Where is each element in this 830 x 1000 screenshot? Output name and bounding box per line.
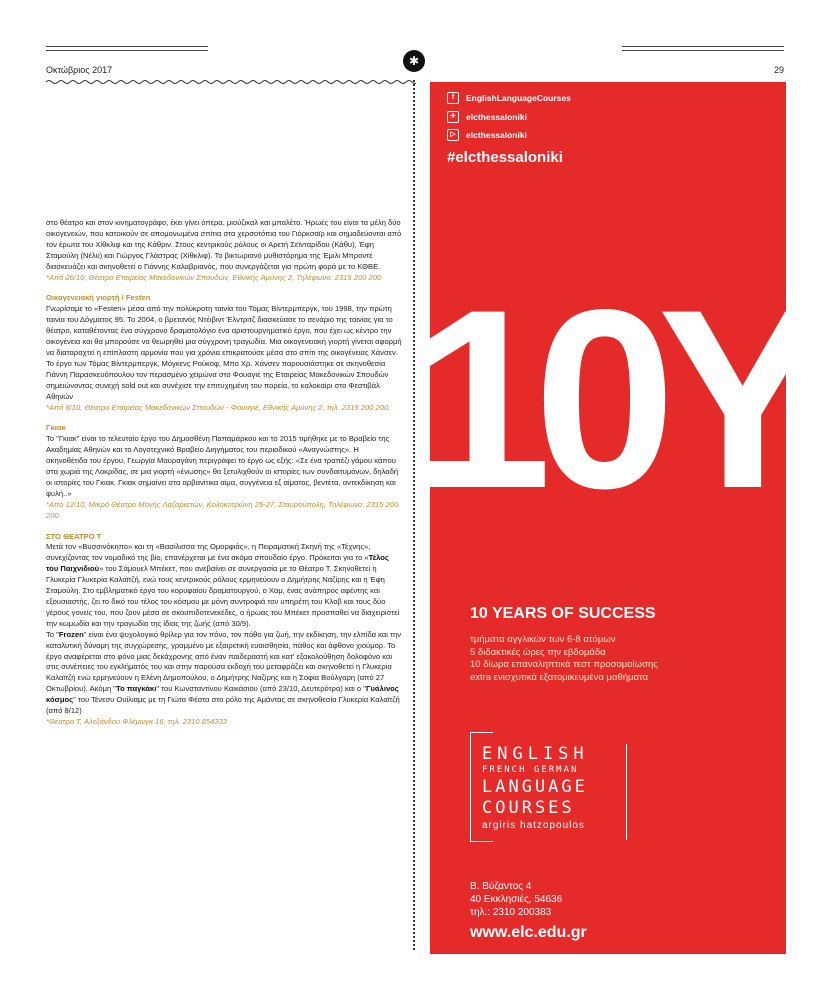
social-label: EnglishLanguageCourses bbox=[466, 93, 571, 103]
header-rule-right-top bbox=[622, 46, 784, 47]
youtube-icon: ▷ bbox=[447, 129, 459, 141]
issue-date: Οκτώβριος 2017 bbox=[46, 65, 113, 75]
social-youtube[interactable] bbox=[447, 129, 527, 141]
logo-line: ENGLISH bbox=[482, 744, 589, 764]
hashtag: #elcthessaloniki bbox=[447, 149, 563, 166]
address-line: 40 Εκκλησιές, 54636 bbox=[470, 894, 563, 905]
section-info-gkiak: *Από 12/10, Μικρό Θέατρο Μονής Λαζαριστών, Κολοκοτρώνη 25-27, Σταυρούπολη, Τηλέφωνο: 2315 200 200 bbox=[46, 499, 399, 520]
twitter-icon: ✈ bbox=[447, 111, 459, 123]
logo-line: FRENCH GERMAN bbox=[482, 765, 579, 775]
feature-item: 5 διδακτικές ώρες την εβδομάδα bbox=[470, 646, 606, 658]
address-block bbox=[470, 880, 562, 919]
ad-headline: 10 YEARS OF SUCCESS bbox=[470, 605, 656, 622]
article-column bbox=[46, 218, 402, 728]
section-title-gkiak: Γκιακ bbox=[46, 423, 66, 433]
logo-frame-right bbox=[626, 744, 627, 840]
social-twitter[interactable] bbox=[447, 111, 527, 123]
logo-line: LANGUAGE bbox=[482, 777, 588, 797]
logo-line: argiris hatzopoulos bbox=[482, 820, 585, 831]
header-rule-right-bottom bbox=[622, 50, 784, 51]
play-title: Γυάλινος κόσμος bbox=[46, 684, 399, 705]
intro-paragraph: στο θέατρο και στον κινηματογράφο, έκει γίνει όπερα, μιούζικαλ και μπαλέτο. Ήρωές του είναι τα μέλη δύο οικογενειών, που κατοικούν σε απομονωμένα σπίτια στα χερσοτόπια του Γιόρκσαϊρ και σημαδεύονται από τον έρωτα του Χίθκλιφ και της Κάθριν. Στους κεντρικούς ρόλους οι Αρετή Σεϊνταρίδου (Κάθυ), Έφη Σταμούλη (Νέλυ) και Γιώργος Γλάστρας (Χίθκλιφ). Το βικτωριανό μυθιστόρημα της Έμιλι Μπροντέ διασκευάζει και σκηνοθετεί ο Γιάννης Καλαβριανός, που συνεργάζεται για πρώτη φορά με το ΚΘΒΕ. bbox=[46, 218, 402, 271]
feature-item: τμήματα αγγλικών των 6-8 ατόμων bbox=[470, 634, 616, 645]
section-title-theatro-t: ΣΤΟ ΘΕΑΤΡΟ Τ bbox=[46, 531, 102, 541]
play-title: Το παγκάκι bbox=[116, 684, 157, 694]
text-run: Το " bbox=[46, 629, 59, 639]
text-run: Μετά τον «Βυσσινόκηπο» και τη «Βασίλισσα της Ομορφιάς», η Πειραματική Σκηνή της «Τέχνης», συνεχίζοντας τον νομαδικό της βίο, επανέρχεται με ένα ακόμα σπουδαίο έργο. Πρόκειται για το « bbox=[46, 542, 371, 563]
section-title-festen: Οικογενειακή γιορτή / Festen bbox=[46, 293, 151, 303]
social-label: elcthessaloniki bbox=[466, 112, 527, 122]
section-info-theatro-t: *Θέατρο Τ, Αλεξάνδου Φλέμινγκ 16, τηλ. 2310 854333 bbox=[46, 716, 228, 726]
social-label: elcthessaloniki bbox=[466, 130, 527, 140]
intro-info: *Από 26/10, Θέατρο Εταιρείας Μακεδονικών Σπουδών, Εθνικής Αμύνης 2, Τηλέφωνο: 2315 200 200 bbox=[46, 272, 382, 282]
text-run: » του Σάμουελ Μπέκετ, που ανεβαίνει σε συνεργασία με το Θέατρο Τ. Σκηνοθετεί η Γλυκερία Γλυκερία Καλαϊτζή, ενώ τους κεντρικούς ρόλους ερμηνεύουν ο Δημήτρης Ναζίρης και η Έφη Σταμούλη. Στο εμβληματικό έργο του κορυφαίου δραματουργού, ο Χαμ, ένας ανάπηρος αφέντης και εξουσιαστής, ζει το δικό του τέλος του κόσμου με μόνη συντροφιά τον υπηρέτη του Κλοβ και τους δύο γέρους γονείς του, που ζουν μέσα σε σκουπιδοτενεκέδες, ο ήρωας του Μπέκετ προσπαθεί να διαχειριστεί την κωμωδία και την τραγωδία της ίδιας της ζωής (από 30/9). bbox=[46, 564, 400, 628]
section-body-festen: Γνωρίσαμε το «Festen» μέσα από την πολύκροτη ταινία του Τόμας Βίντερμπεργκ, του 1998, την πρώτη ταινία του Δόγματος 95. Το 2004, ο βρετανός Ντέιβιντ Έλντριτζ διασκεύασε το σενάριο της ταινίας για το θέατρο, καταθέτοντας ένα σύγχρονο δραματολόγιο ένα αριστουργηματικό έργο, που έχει ως κέντρο την οικογένεια και θα μπορούσε να θεωρηθεί μια σύγχρονη τραγωδία. Μια οικογενειακή γιορτή γίνεται αφορμή να διαταραχτεί η επίπλαστη αρμονία που για χρόνια επικρατούσε μέσα στο σπίτι της οικογένειας Χάνσεν. Το έργο των Τόμας Βίντερμπεργκ, Μόγκενς Ρούκοφ, Μπο Χρ. Χάνσεν παρουσιάστηκε σε σκηνοθεσία Γιάννη Παρασκευόπουλου τον περασμένο χειμώνα στο Φουαγιέ της Εταιρείας Μακεδονικών Σπουδών σημειώνοντας συνεχή sold out και συνέχισε την επιτυχημένη του πορεία, το καλοκαίρι στο Φεστιβάλ Αθηνών bbox=[46, 304, 402, 401]
play-title: Frozen bbox=[58, 629, 84, 639]
section-info-festen: *Από 8/10, Θέατρο Εταιρείας Μακεδονικών Σπουδών - Φουαγιέ, Εθνικής Αμύνης 2, τηλ. 2315 200 200. bbox=[46, 402, 391, 412]
section-body-gkiak: Το "Γκιακ" είναι το τελευταίο έργο του Δημοσθένη Παπαμάρκου και το 2015 τιμήθηκε με το Βραβείο της Ακαδημίας Αθηνών και το Λογοτεχνικό Βραβείο Διηγήματος του περιοδικού «Αναγνώστης». Η σκηνοθέτιδα του έργου, Γεωργία Μαυραγάνη περιγράφει το έργο ως εξής: «Σε ένα τραπέζι γάμου κάπου στα χωριά της Λοκρίδας, σε μια γιορτή «ένωσης» θα ξετυλιχθούν οι ιστορίες των συνδαιτυμόνων, δηλαδή οι ιστορίες του Γκιακ. Γκιακ σημαίνει στα αρβανίτικα αίμα, συγγένεια εξ αίματος, βεντέτα, αντεκδίκηση και φυλή..» bbox=[46, 434, 399, 498]
section-body-theatro-t-2 bbox=[46, 630, 402, 717]
school-logo bbox=[470, 732, 627, 840]
address-line: Β. Βύζαντος 4 bbox=[470, 881, 532, 892]
facebook-icon: f bbox=[447, 92, 459, 104]
wavy-divider bbox=[46, 78, 416, 86]
social-facebook[interactable] bbox=[447, 92, 571, 104]
address-line: τηλ.: 2310 200383 bbox=[470, 907, 552, 918]
text-run: " του Τένεσυ Ουίλιαμς με τη Γιώτα Φέστα στο ρόλο της Αμάντας σε σκηνοθεσία Γλυκερία Καλαϊτζή (από 8/12) bbox=[46, 695, 400, 716]
play-title: Τέλος του Παιχνιδιού bbox=[46, 553, 389, 574]
page-number: 29 bbox=[773, 65, 784, 75]
feature-item: 10 δίωρα επαναληπτικά τεστ προσομοίωσης bbox=[470, 659, 658, 670]
text-run: " είναι ένα ψυχολογικό θρίλερ για τον πόνο, τον πόθο για ζωή, την εκδίκηση, την ελπίδα και την καταλυτική δύναμη της συγχώρεσης, γραμμένο με εξαιρετική ευαισθησία, πάθος και άφθονο χιούμορ. Το έργο αναφέρεται στο φόνο μιας δεκάχρονης από έναν παιδεραστή και κατ' εξακολούθηση δολοφόνο και στις συνέπειες του εγκλήματός του και στην παρούσα εκδοχή του μεταφράζει και σκηνοθετεί η Γλυκερία Καλαϊτζή ενώ ερμηνεύουν η Ελένη Δημοπούλου, ο Δημήτρης Ναζίρης και η Σοφία Βούλγαρη (από 27 Οκτωβρίου). Ακόμη " bbox=[46, 629, 402, 694]
logo-line: COURSES bbox=[482, 798, 575, 818]
feature-item: extra ενισχυτικά εξατομικευμένα μαθήματα bbox=[470, 671, 649, 683]
text-run: " του Κωνσταντίνου Καικάσιου (από 23/10, Δευτερότρα) και ο " bbox=[156, 684, 366, 694]
feature-list bbox=[470, 634, 658, 684]
header-rule-left-bottom bbox=[46, 50, 208, 51]
advertisement-panel bbox=[410, 82, 810, 954]
star-icon: ✱ bbox=[403, 50, 425, 72]
big-10y-text: 10Y bbox=[410, 257, 810, 542]
section-body-theatro-t-1 bbox=[46, 542, 402, 629]
header-rule-left-top bbox=[46, 46, 208, 47]
website-link[interactable]: www.elc.edu.gr bbox=[470, 924, 587, 941]
